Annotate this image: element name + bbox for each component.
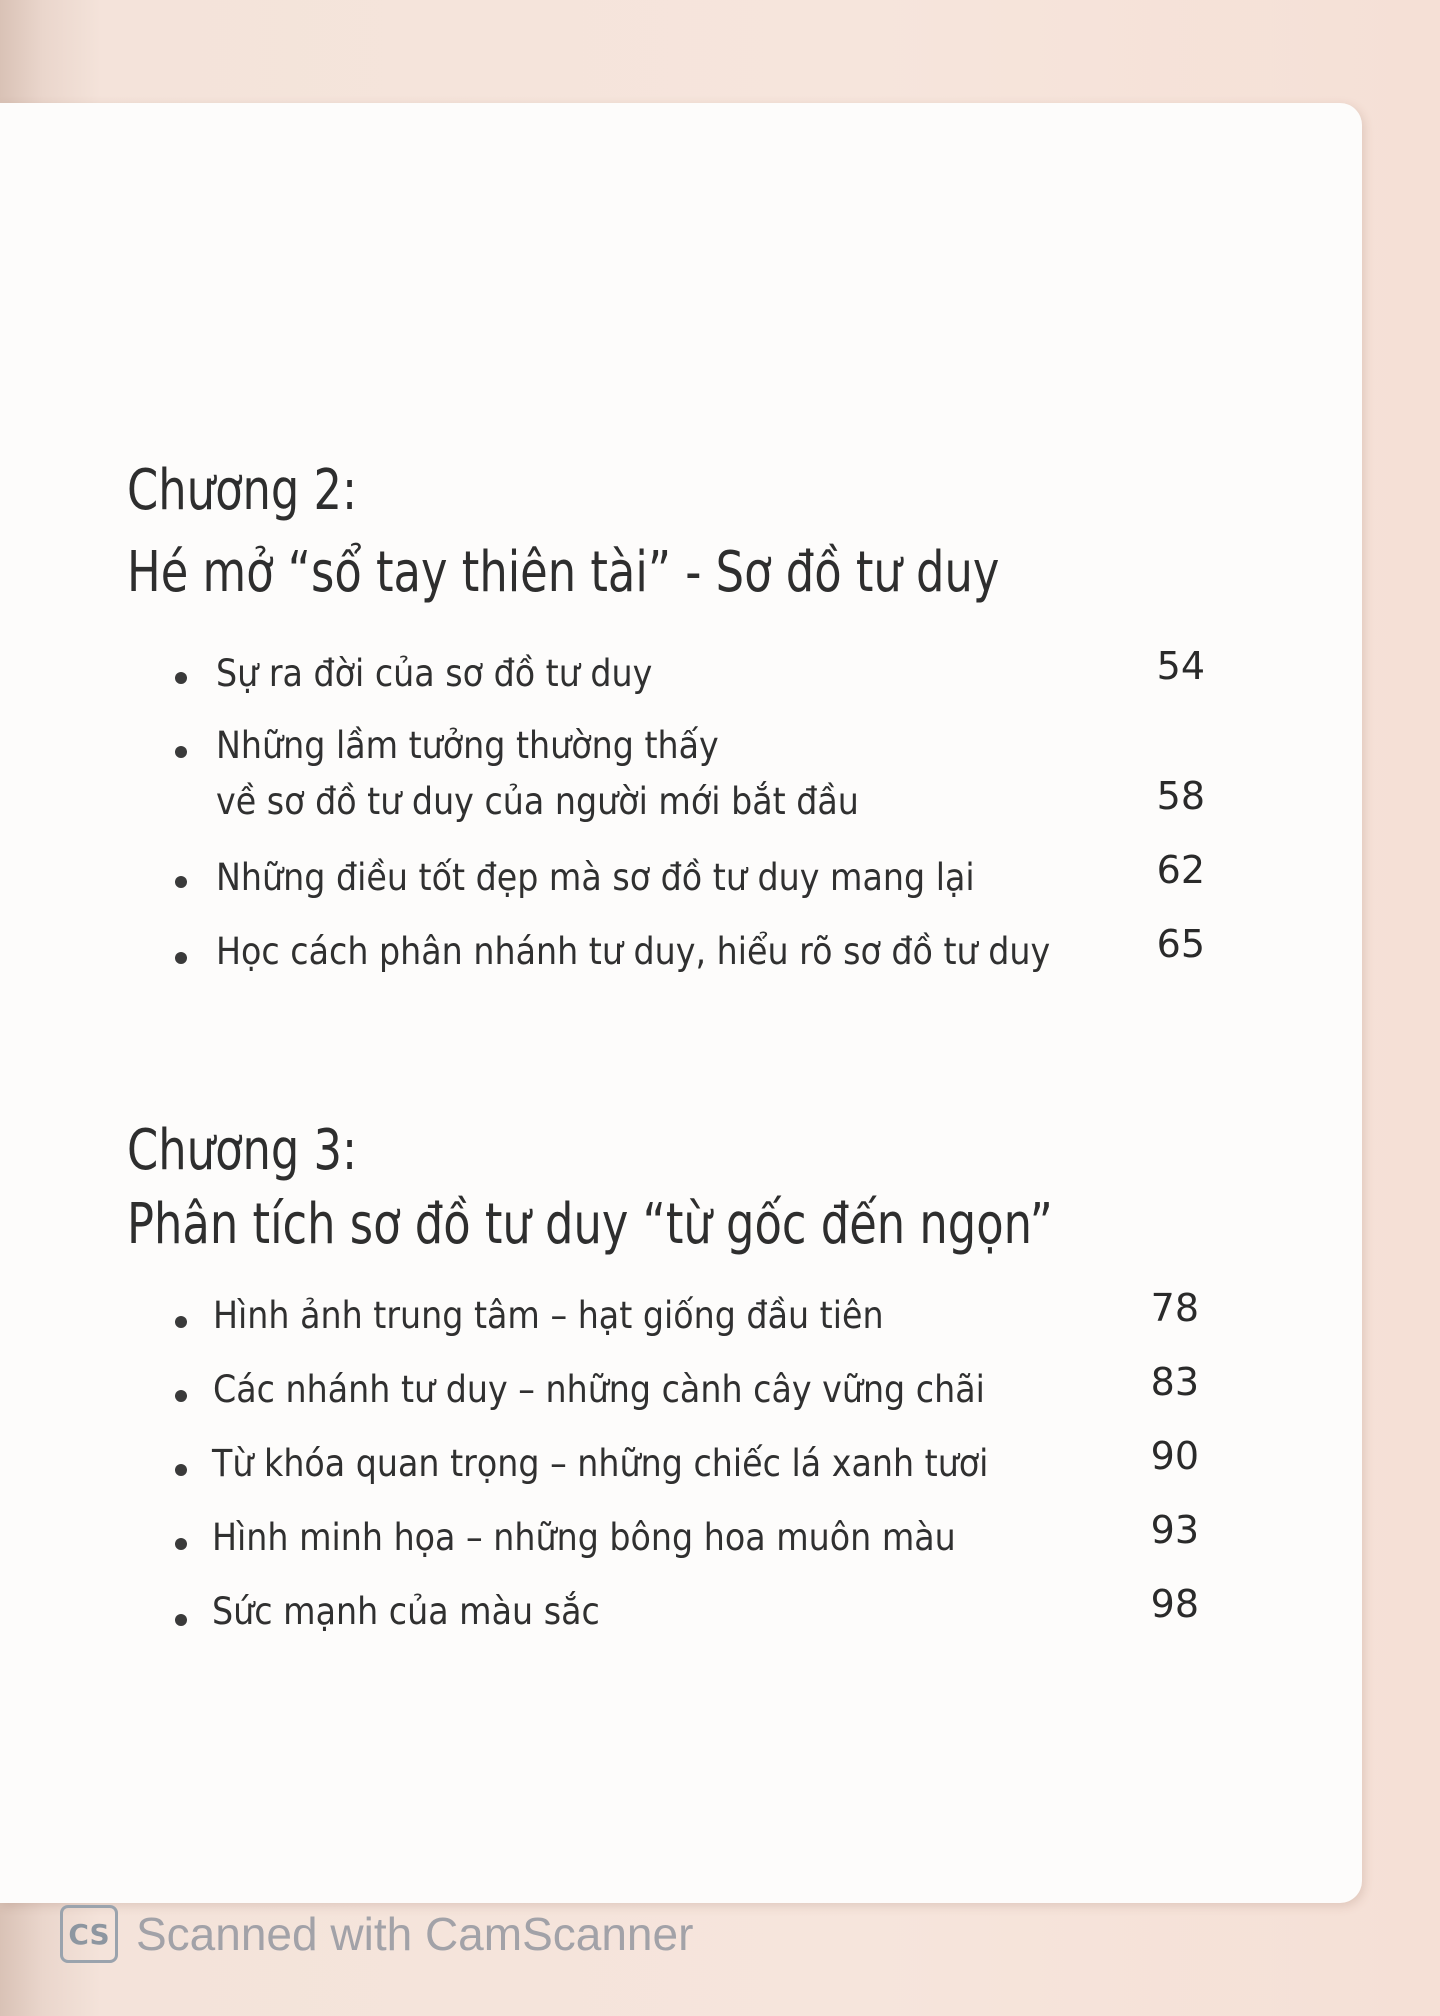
toc-page-number: 83 xyxy=(1150,1360,1199,1404)
toc-page-number: 54 xyxy=(1156,644,1205,688)
toc-item-title-line2: về sơ đồ tư duy của người mới bắt đầu xyxy=(216,780,859,823)
toc-page-number: 90 xyxy=(1150,1434,1199,1478)
bullet-icon xyxy=(175,1538,187,1550)
bullet-icon xyxy=(175,876,187,888)
bullet-icon xyxy=(175,1316,187,1328)
toc-page-number: 78 xyxy=(1150,1286,1199,1330)
toc-page-number: 93 xyxy=(1150,1508,1199,1552)
toc-item-title: Sự ra đời của sơ đồ tư duy xyxy=(216,652,653,695)
book-page xyxy=(0,103,1362,1903)
toc-item-title: Các nhánh tư duy – những cành cây vững chãi xyxy=(213,1368,985,1411)
watermark-text: Scanned with CamScanner xyxy=(136,1908,694,1960)
bullet-icon xyxy=(175,746,187,758)
bullet-icon xyxy=(175,1614,187,1626)
bullet-icon xyxy=(175,1390,187,1402)
toc-item-title: Những điều tốt đẹp mà sơ đồ tư duy mang lại xyxy=(216,856,975,899)
bullet-icon xyxy=(175,952,187,964)
toc-item-title: Hình minh họa – những bông hoa muôn màu xyxy=(212,1516,956,1559)
toc-page-number: 58 xyxy=(1156,774,1205,818)
camscanner-logo-icon: CS xyxy=(60,1905,118,1963)
chapter-3-label: Chương 3: xyxy=(127,1118,358,1183)
chapter-2-title: Hé mở “sổ tay thiên tài” - Sơ đồ tư duy xyxy=(127,540,1000,605)
toc-page-number: 98 xyxy=(1150,1582,1199,1626)
bullet-icon xyxy=(175,672,187,684)
toc-item-title: Sức mạnh của màu sắc xyxy=(212,1590,600,1633)
chapter-3-title: Phân tích sơ đồ tư duy “từ gốc đến ngọn” xyxy=(127,1192,1053,1257)
toc-page-number: 62 xyxy=(1156,848,1205,892)
toc-item-title: Học cách phân nhánh tư duy, hiểu rõ sơ đồ tư duy xyxy=(216,930,1051,973)
toc-page-number: 65 xyxy=(1156,922,1205,966)
toc-item-title: Hình ảnh trung tâm – hạt giống đầu tiên xyxy=(213,1294,884,1337)
chapter-2-label: Chương 2: xyxy=(127,458,358,523)
toc-item-title: Những lầm tưởng thường thấy xyxy=(216,724,719,767)
camscanner-watermark xyxy=(60,1902,693,1966)
toc-item-title: Từ khóa quan trọng – những chiếc lá xanh tươi xyxy=(212,1442,989,1485)
bullet-icon xyxy=(175,1464,187,1476)
